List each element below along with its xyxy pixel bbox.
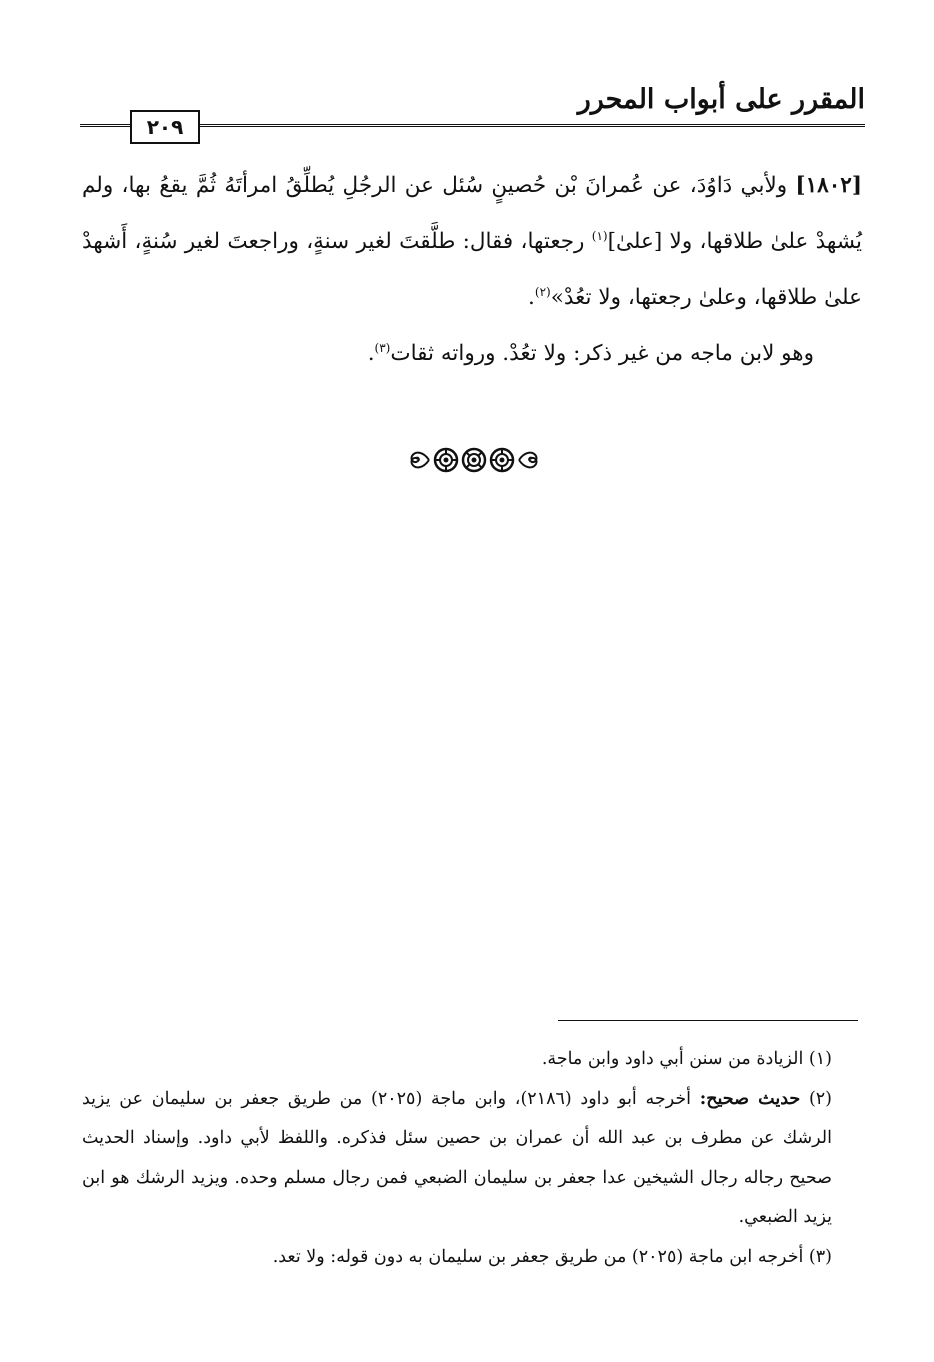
footnote-ref-1: (١) [591,228,608,243]
hadith-note-text: وهو لابن ماجه من غير ذكر: ولا تعُدْ. ورواته ثقات [390,341,814,366]
hadith-note-paragraph [82,326,862,382]
footnote-1: (١) الزيادة من سنن أبي داود وابن ماجة. [541,1049,832,1069]
hadith-text-end: . [528,285,535,310]
ornament-end-right-icon [517,447,539,473]
rosette-icon [433,447,459,473]
hadith-number: [١٨٠٢] [795,173,862,198]
floral-rosette-divider-icon [400,444,548,476]
footnote-3: (٣) أخرجه ابن ماجة (٢٠٢٥) من طريق جعفر بن سليمان به دون قوله: ولا تعد. [272,1246,832,1267]
footnote-2 [82,1080,860,1238]
page-header [80,80,865,140]
hadith-body [82,158,862,382]
page-number: ٢٠٩ [130,110,200,144]
hadith-text-part1: ولأبي دَاوُدَ، عن عُمرانَ بْن حُصينٍ سُئل عن الرجُلِ يُطلِّقُ امرأتَهُ ثُمَّ يقعُ بها، ولم يُشهدْ علىٰ طلاقها، ولا [علىٰ] [82,173,862,254]
hadith-paragraph [82,158,862,326]
footnote-2-grade: حديث صحيح: [699,1088,801,1109]
footnotes [82,1040,860,1277]
footnote-ref-3: (٣) [374,340,391,355]
footnote-2-number: (٢) [800,1088,832,1109]
rosette-icon [489,447,515,473]
hadith-note-end: . [367,341,375,366]
rosette-icon [461,447,487,473]
ornament-end-left-icon [409,447,431,473]
hadith-text-part2: رجعتها، فقال: طلَّقتَ لغير سنةٍ، وراجعتَ لغير سُنةٍ، أَشهدْ علىٰ طلاقها، وعلىٰ رجعتها، ولا تعُدْ» [82,229,862,310]
running-title: المقرر على أبواب المحرر [577,84,865,115]
footnote-ref-2: (٢) [534,284,551,299]
footnote-2-text: أخرجه أبو داود (٢١٨٦)، وابن ماجة (٢٠٢٥) من طريق جعفر بن سليمان عن يزيد الرشك عن مطرف بن عبد الله أن عمران بن حصين سئل فذكره. واللفظ لأبي داود. وإسناد الحديث صحيح رجاله رجال الشيخين عدا جعفر بن سليمان الضبعي فمن رجال مسلم وحده. ويزيد الرشك هو ابن يزيد الضبعي. [82,1088,832,1227]
footnote-separator [558,1020,858,1021]
